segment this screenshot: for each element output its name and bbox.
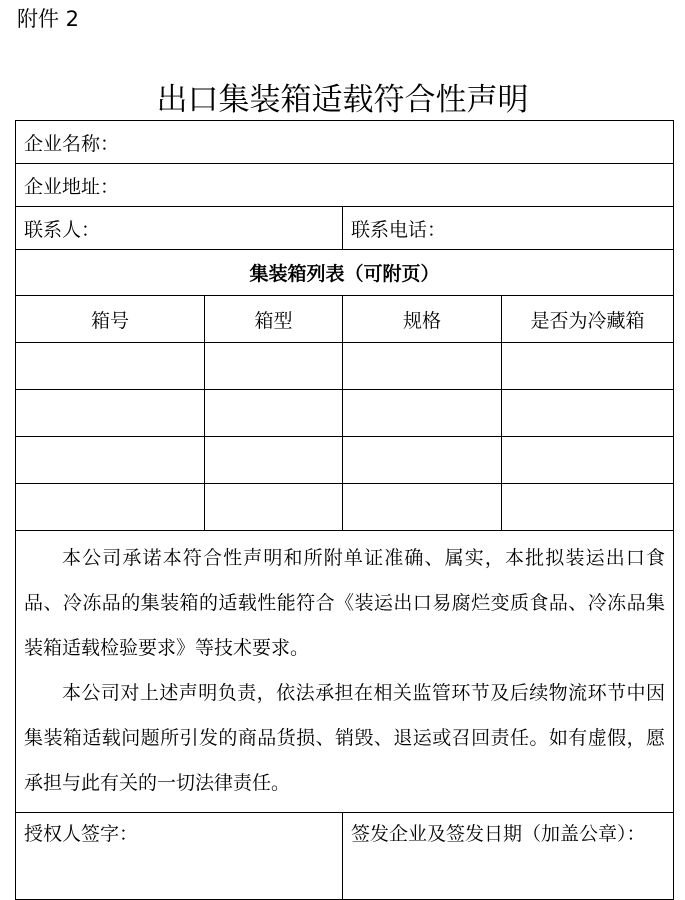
table-cell[interactable] xyxy=(502,343,674,390)
contact-phone-label: 联系电话： xyxy=(351,218,447,241)
container-table-header xyxy=(16,296,674,343)
container-list-title: 集装箱列表（可附页） xyxy=(16,250,674,296)
page-title: 出口集装箱适载符合性声明 xyxy=(156,82,529,118)
statement-paragraph-2: 本公司对上述声明负责，依法承担在相关监管环节及后续物流环节中因集装箱适载问题所引发的商品货损、销毁、退运或召回责任。如有虚假，愿承担与此有关的一切法律责任。 xyxy=(24,682,666,794)
column-header-container-number: 箱号 xyxy=(16,296,205,343)
column-header-container-type: 箱型 xyxy=(205,296,343,343)
contact-phone-field[interactable] xyxy=(343,207,674,250)
table-cell[interactable] xyxy=(502,437,674,484)
declaration-statement xyxy=(16,531,674,813)
table-cell[interactable] xyxy=(16,390,205,437)
company-address-field[interactable] xyxy=(16,164,674,207)
declaration-form xyxy=(15,120,674,900)
table-cell[interactable] xyxy=(205,390,343,437)
table-cell[interactable] xyxy=(343,390,502,437)
table-row xyxy=(16,343,674,390)
table-cell[interactable] xyxy=(502,390,674,437)
table-cell[interactable] xyxy=(205,437,343,484)
statement-paragraph-1: 本公司承诺本符合性声明和所附单证准确、属实，本批拟装运出口食品、冷冻品的集装箱的适载性能符合《装运出口易腐烂变质食品、冷冻品集装箱适载检验要求》等技术要求。 xyxy=(24,547,666,659)
table-cell[interactable] xyxy=(16,343,205,390)
issuer-stamp-label: 签发企业及签发日期（加盖公章）： xyxy=(351,823,646,845)
table-cell[interactable] xyxy=(343,484,502,531)
attachment-label: 附件 2 xyxy=(17,7,80,31)
table-cell[interactable] xyxy=(205,343,343,390)
table-cell[interactable] xyxy=(16,484,205,531)
company-name-label: 企业名称： xyxy=(24,132,120,155)
authorized-signature-label: 授权人签字： xyxy=(24,823,139,845)
company-name-field[interactable] xyxy=(16,121,674,164)
contact-person-field[interactable] xyxy=(16,207,343,250)
column-header-specification: 规格 xyxy=(343,296,502,343)
table-row xyxy=(16,437,674,484)
table-cell[interactable] xyxy=(343,437,502,484)
contact-person-label: 联系人： xyxy=(24,218,101,241)
company-address-label: 企业地址： xyxy=(24,175,120,198)
column-header-refrigerated: 是否为冷藏箱 xyxy=(502,296,674,343)
table-cell[interactable] xyxy=(502,484,674,531)
table-cell[interactable] xyxy=(16,437,205,484)
table-row xyxy=(16,484,674,531)
issuer-stamp-field[interactable] xyxy=(343,813,674,900)
table-row xyxy=(16,390,674,437)
authorized-signature-field[interactable] xyxy=(16,813,343,900)
table-cell[interactable] xyxy=(205,484,343,531)
table-cell[interactable] xyxy=(343,343,502,390)
